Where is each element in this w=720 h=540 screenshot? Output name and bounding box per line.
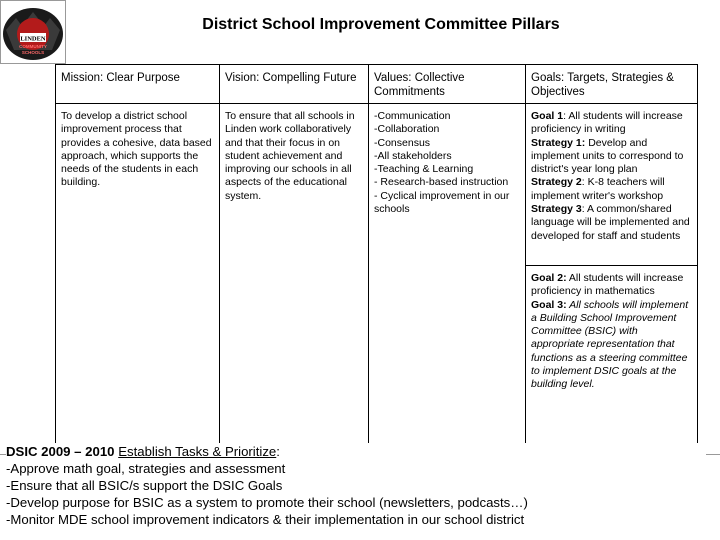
strategy-2-label: Strategy 2 — [531, 176, 582, 189]
header-vision: Vision: Compelling Future — [220, 65, 369, 104]
dsic-heading — [6, 443, 706, 460]
strategy-3-label: Strategy 3 — [531, 203, 582, 216]
value-item: - Research-based instruction — [374, 176, 509, 189]
dsic-heading-end: : — [276, 444, 280, 459]
strategy-1-text: Develop and implement units to correspond to district's year long plan — [531, 136, 684, 176]
list-item: -Approve math goal, strategies and assessment — [6, 461, 286, 476]
list-item: -Ensure that all BSIC/s support the DSIC Goals — [6, 478, 283, 493]
goal-2-label: Goal 2: — [531, 272, 567, 284]
goal-1-cell — [526, 104, 698, 266]
table-header-row — [56, 65, 698, 104]
value-item: -Collaboration — [374, 123, 440, 136]
strategy-3-text: : A common/shared language will be implemented and developed for staff and students — [531, 203, 690, 242]
header-values: Values: Collective Commitments — [369, 65, 526, 104]
logo-text-bottom: SCHOOLS — [21, 50, 45, 55]
goal-3-text: All schools will implement a Building School Improvement Committee (BSIC) with appropriate representation that functions as a steering committee to implement DSIC goals at the building level. — [531, 298, 689, 391]
goal-2-text: All students will increase proficiency in mathematics — [531, 272, 684, 298]
list-item: -Monitor MDE school improvement indicators & their implementation in our school district — [6, 512, 525, 527]
header-mission: Mission: Clear Purpose — [56, 65, 220, 104]
goal-1-text: : All students will increase proficiency in writing — [531, 110, 683, 136]
table-row — [56, 104, 698, 266]
dsic-section — [6, 443, 706, 528]
goal-1-label: Goal 1 — [531, 110, 564, 122]
value-item: -Consensus — [374, 136, 431, 149]
logo-text-mid: COMMUNITY — [19, 44, 47, 49]
value-item: -Teaching & Learning — [374, 163, 474, 176]
page-title: District School Improvement Committee Pillars — [202, 16, 560, 33]
vision-cell: To ensure that all schools in Linden work collaboratively and that their focus in on student achievement and improving our schools in all aspects of the educational system. — [220, 104, 369, 516]
strategy-2-text: : K-8 teachers will implement writer's workshop — [531, 176, 665, 202]
goal-3-label: Goal 3: — [531, 298, 567, 311]
goal-2-3-cell — [526, 266, 698, 461]
dsic-heading-underline: Establish Tasks & Prioritize — [118, 444, 277, 459]
list-item: -Develop purpose for BSIC as a system to promote their school (newsletters, podcasts…) — [6, 495, 528, 510]
value-item: -All stakeholders — [374, 149, 452, 162]
value-item: -Communication — [374, 110, 451, 122]
strategy-1-label: Strategy 1: — [531, 136, 586, 149]
header-goals: Goals: Targets, Strategies & Objectives — [526, 65, 698, 104]
logo-text-top: LINDEN — [20, 35, 46, 43]
dsic-heading-bold: DSIC 2009 – 2010 — [6, 444, 115, 459]
value-item: - Cyclical improvement in our schools — [374, 189, 510, 216]
mission-cell: To develop a district school improvement process that provides a cohesive, data based approach, which supports the needs of the students in each building. — [56, 104, 220, 516]
